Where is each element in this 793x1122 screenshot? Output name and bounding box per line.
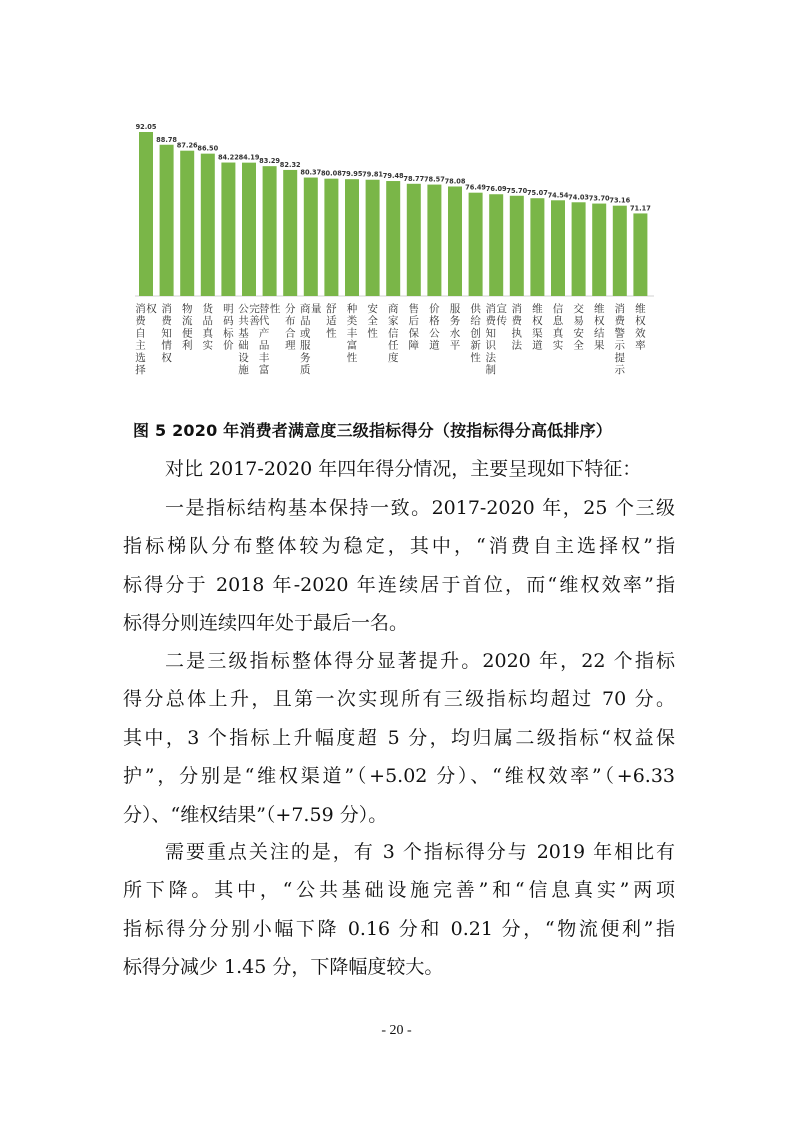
- data-label: 82.32: [279, 160, 301, 169]
- data-label: 71.17: [629, 204, 651, 213]
- category-label: 消费知情权: [161, 303, 172, 364]
- bar-22: [572, 202, 586, 296]
- data-label: 87.26: [176, 141, 198, 150]
- category-label: 明码标价: [223, 303, 234, 352]
- text-line: 分）、“维权结果”（+7.59 分）。: [123, 803, 388, 826]
- category-label: 信息真实: [552, 303, 564, 352]
- bar-1: [139, 132, 153, 296]
- data-label: 79.95: [341, 170, 363, 179]
- data-label: 88.78: [156, 135, 178, 144]
- bar-4: [201, 154, 215, 296]
- data-label: 76.49: [465, 183, 487, 192]
- bar-20: [530, 198, 544, 296]
- text-line: 对比 2017-2020 年四年得分情况，主要呈现如下特征：: [165, 458, 642, 480]
- data-label: 92.05: [135, 123, 157, 131]
- paragraph-3: [123, 642, 675, 834]
- bar-7: [263, 166, 277, 296]
- data-label: 78.08: [444, 177, 466, 186]
- category-label: 交易安全: [573, 303, 584, 352]
- data-label: 86.50: [197, 144, 219, 153]
- category-label: 维权结果: [593, 303, 605, 352]
- text-line: 标得分减少 1.45 分，下降幅度较大。: [123, 956, 444, 979]
- category-label: 服务水平: [449, 303, 461, 352]
- paragraph-4: [123, 833, 675, 987]
- data-label: 75.07: [526, 189, 548, 198]
- bar-21: [551, 200, 565, 296]
- data-label: 76.09: [485, 185, 507, 194]
- paragraph-2: [123, 489, 675, 643]
- text-line: 护”，分别是“维权渠道”（+5.02 分）、“维权效率”（+6.33: [123, 765, 675, 788]
- category-label: 供给创新性: [470, 303, 481, 364]
- bar-17: [469, 193, 483, 296]
- bar-19: [510, 196, 524, 296]
- text-line: 指标得分分别小幅下降 0.16 分和 0.21 分，“物流便利”指: [123, 917, 675, 940]
- data-label: 73.70: [588, 194, 610, 203]
- category-label: 价格公道: [429, 303, 440, 352]
- bar-13: [386, 181, 400, 296]
- bar-23: [592, 204, 606, 296]
- data-label: 80.08: [320, 169, 342, 178]
- bar-11: [345, 179, 359, 296]
- data-label: 79.48: [382, 172, 404, 181]
- data-label: 74.54: [547, 191, 569, 200]
- paragraph-1: [123, 450, 675, 488]
- category-label: 消费执法: [511, 303, 523, 352]
- bar-3: [180, 151, 194, 296]
- category-label: 物流便利: [181, 303, 193, 352]
- text-line: 标得分于 2018 年-2020 年连续居于首位，而“维权效率”指: [123, 573, 675, 596]
- bar-8: [283, 170, 297, 296]
- page-number: - 20 -: [381, 1023, 412, 1038]
- category-label: 种类丰富性: [346, 303, 358, 364]
- bar-chart: [0, 0, 793, 410]
- category-label: 维权效率: [635, 303, 646, 352]
- bar-14: [407, 184, 421, 296]
- data-label: 80.37: [300, 168, 322, 177]
- figure-caption: 图 5 2020 年消费者满意度三级指标得分（按指标得分高低排序）: [133, 421, 612, 440]
- category-label: 售后保障: [408, 303, 420, 352]
- text-line: 指标梯队分布整体较为稳定，其中，“消费自主选择权”指: [123, 535, 675, 558]
- category-label: 消费知识法制宣传: [485, 303, 507, 376]
- category-label: 货品真实: [202, 303, 214, 352]
- category-label: 安全性: [367, 303, 378, 340]
- bar-18: [489, 194, 503, 296]
- bar-25: [633, 213, 647, 296]
- bar-16: [448, 186, 462, 296]
- bar-10: [324, 179, 338, 296]
- text-line: 其中，3 个指标上升幅度超 5 分，均归属二级指标“权益保: [123, 726, 675, 749]
- data-label: 84.22: [217, 153, 239, 162]
- bar-6: [242, 163, 256, 296]
- data-label: 75.70: [506, 186, 528, 195]
- data-label: 84.19: [238, 153, 260, 162]
- bar-12: [366, 180, 380, 296]
- data-label: 83.29: [259, 157, 281, 166]
- text-line: 二是三级指标整体得分显著提升。2020 年，22 个指标: [165, 650, 675, 672]
- data-label: 74.03: [568, 193, 590, 202]
- bar-15: [427, 185, 441, 296]
- data-label: 78.77: [403, 174, 425, 183]
- text-line: 所下降。其中，“公共基础设施完善”和“信息真实”两项: [123, 879, 675, 902]
- category-label: 商品或服务质量: [300, 303, 322, 376]
- category-label: 消费自主选择权: [135, 303, 157, 376]
- text-line: 一是指标结构基本保持一致。2017-2020 年，25 个三级: [165, 497, 675, 519]
- bar-24: [613, 206, 627, 296]
- category-label: 商家信任度: [387, 303, 399, 364]
- bar-9: [304, 178, 318, 296]
- category-label: 维权渠道: [532, 303, 543, 352]
- data-label: 79.81: [362, 170, 384, 179]
- category-label: 替代产品丰富性: [258, 303, 281, 376]
- category-label: 舒适性: [326, 303, 337, 340]
- text-line: 得分总体上升，且第一次实现所有三级指标均超过 70 分。: [123, 688, 675, 711]
- bar-2: [160, 145, 174, 296]
- bar-5: [221, 163, 235, 296]
- text-line: 需要重点关注的是，有 3 个指标得分与 2019 年相比有: [165, 841, 675, 863]
- category-label: 消费警示提示: [614, 303, 626, 376]
- category-label: 分布合理: [284, 303, 296, 352]
- text-line: 标得分则连续四年处于最后一名。: [123, 612, 409, 635]
- data-label: 73.16: [609, 196, 631, 205]
- data-label: 78.57: [423, 175, 445, 184]
- category-label: 公共基础设施完善: [238, 303, 260, 376]
